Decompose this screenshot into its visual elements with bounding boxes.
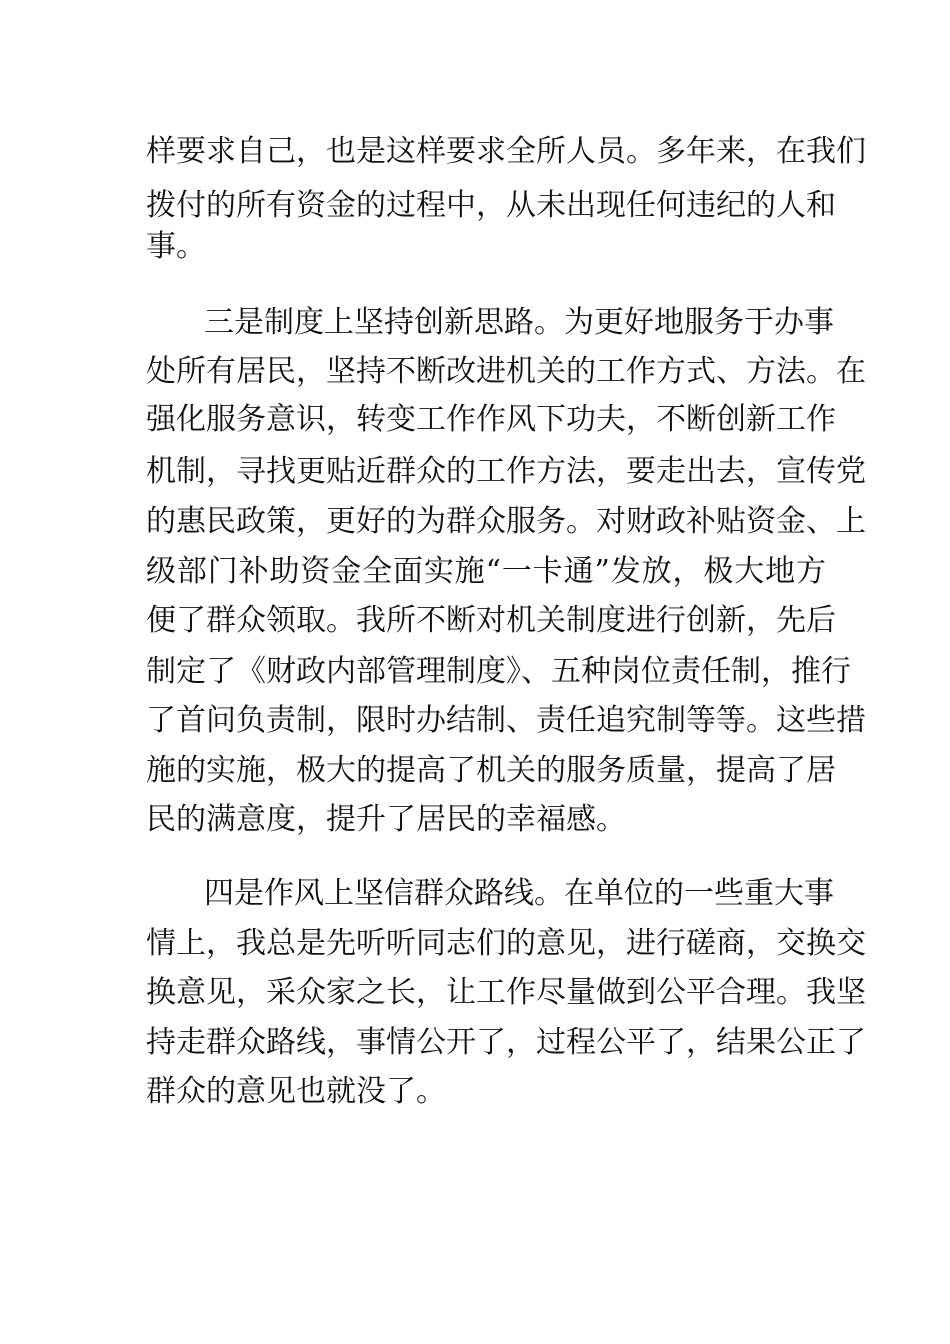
paragraph-2-line-1: 三是制度上坚持创新思路。为更好地服务于办事	[204, 305, 834, 340]
paragraph-3-line-1: 四是作风上坚信群众路线。在单位的一些重大事	[204, 876, 834, 911]
paragraph-3-line-3: 换意见，采众家之长，让工作尽量做到公平合理。我坚	[146, 975, 866, 1010]
paragraph-3-line-2: 情上，我总是先听听同志们的意见，进行磋商，交换交	[146, 926, 866, 961]
paragraph-2-line-6: 级部门补助资金全面实施“一卡通”发放，极大地方	[146, 554, 826, 589]
paragraph-1-line-1: 样要求自己，也是这样要求全所人员。多年来，在我们	[146, 134, 866, 169]
paragraph-2-line-9: 了首问负责制，限时办结制、责任追究制等等。这些措	[146, 703, 866, 738]
paragraph-2-line-8: 制定了《财政内部管理制度》、五种岗位责任制，推行	[146, 654, 851, 689]
paragraph-3-line-5: 群众的意见也就没了。	[146, 1074, 446, 1109]
paragraph-2-line-10: 施的实施，极大的提高了机关的服务质量，提高了居	[146, 753, 836, 788]
paragraph-2-line-5: 的惠民政策，更好的为群众服务。对财政补贴资金、上	[146, 504, 866, 539]
paragraph-1-line-2: 拨付的所有资金的过程中，从未出现任何违纪的人和	[146, 188, 836, 223]
paragraph-1-line-3: 事。	[146, 229, 206, 264]
paragraph-2-line-11: 民的满意度，提升了居民的幸福感。	[146, 802, 626, 837]
paragraph-2-line-3: 强化服务意识，转变工作作风下功夫，不断创新工作	[146, 402, 836, 437]
paragraph-2-line-7: 便了群众领取。我所不断对机关制度进行创新，先后	[146, 603, 836, 638]
paragraph-2-line-2: 处所有居民，坚持不断改进机关的工作方式、方法。在	[146, 354, 866, 389]
paragraph-2-line-4: 机制，寻找更贴近群众的工作方法，要走出去，宣传党	[146, 454, 866, 489]
paragraph-3-line-4: 持走群众路线，事情公开了，过程公平了，结果公正了	[146, 1025, 866, 1060]
